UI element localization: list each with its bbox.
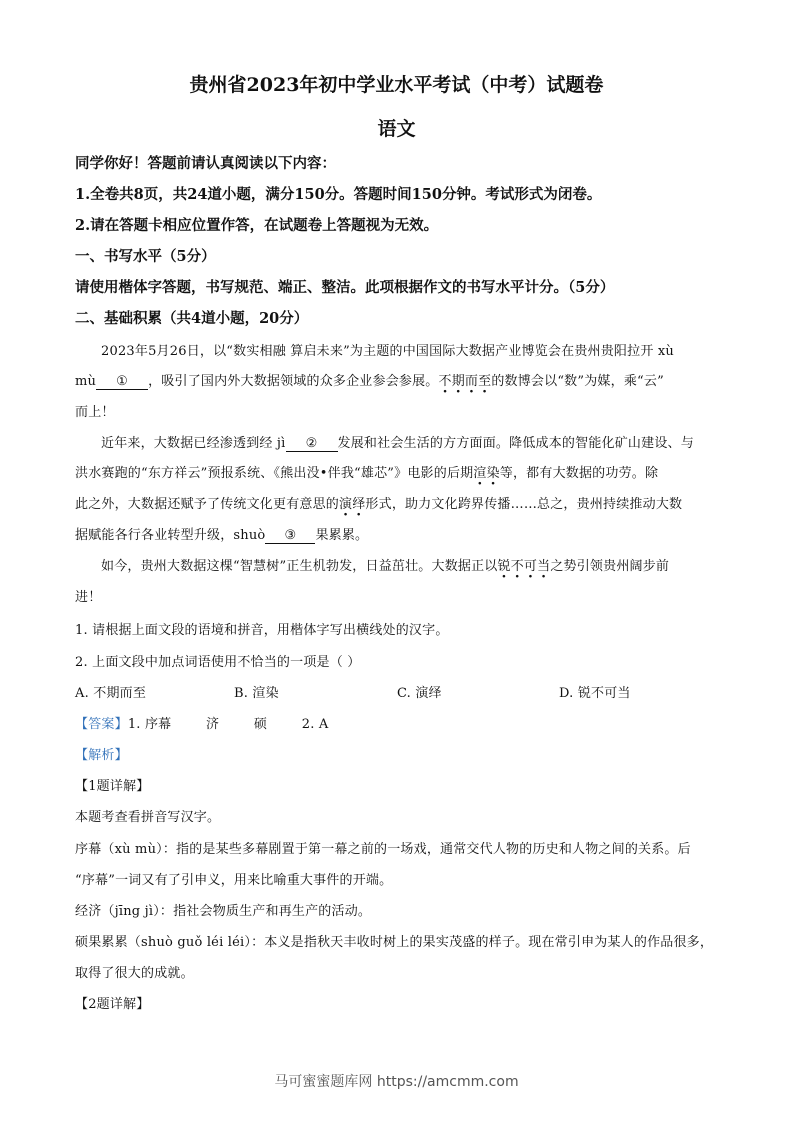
blank-3: ③ [265, 528, 315, 544]
passage-p1-line1: 2023年5月26日，以“数实相融 算启未来”为主题的中国国际大数据产业博览会在贵州贵阳拉开 xù [101, 344, 674, 359]
passage-p2-line3 [75, 493, 682, 512]
passage-text: 发展和社会生活的方方面面。降低成本的智能化矿山建设、与 [337, 436, 694, 451]
dotted-word-yanyi: 演绎 [339, 497, 366, 512]
question-2: 2. 上面文段中加点词语使用不恰当的一项是（ ） [75, 655, 361, 670]
passage-text: 之势引领贵州阔步前 [550, 559, 670, 574]
analysis-label: 【解析】 [75, 748, 128, 763]
analysis-line-4: 经济（jīng jì）：指社会物质生产和再生产的活动。 [75, 904, 372, 919]
passage-p2-line4 [75, 524, 368, 544]
passage-text: ，吸引了国内外大数据领域的众多企业参会参展。 [148, 374, 439, 389]
option-b: B. 渲染 [234, 686, 279, 701]
question-1: 1. 请根据上面文段的语境和拼音，用楷体字写出横线处的汉字。 [75, 623, 449, 638]
passage-text: 等，都有大数据的功劳。除 [499, 466, 659, 481]
analysis-line-2: 序幕（xù mù）：指的是某些多幕剧置于第一幕之前的一场戏，通常交代人物的历史和人物之间的关系。后 [75, 842, 691, 857]
subject-title: 语文 [377, 118, 416, 140]
passage-text: 洪水赛跑的“东方祥云”预报系统、《熊出没•伴我“雄芯”》电影的后期 [75, 466, 474, 481]
passage-p2-line2 [75, 462, 658, 481]
option-a: A. 不期而至 [75, 686, 147, 701]
passage-text: 近年来，大数据已经渗透到经 jì [101, 436, 286, 451]
dotted-word-ruibukedang: 锐不可当 [497, 559, 551, 574]
blank-2: ② [286, 436, 338, 452]
passage-p1-line2 [75, 370, 664, 390]
page-title: 贵州省2023年初中学业水平考试（中考）试题卷 [189, 74, 604, 96]
passage-text: 果累累。 [315, 528, 369, 543]
notice-greeting: 同学你好！答题前请认真阅读以下内容： [75, 155, 336, 172]
passage-p3-line1 [101, 555, 669, 574]
passage-text: 形式，助力文化跨界传播……总之，贵州持续推动大数 [365, 497, 683, 512]
section1-text: 请使用楷体字答题，书写规范、端正、整洁。此项根据作文的书写水平计分。（5分） [75, 279, 615, 296]
passage-text: 如今，贵州大数据这棵“智慧树”正生机勃发，日益茁壮。大数据正以 [101, 559, 498, 574]
dotted-word-buqierzhi: 不期而至 [438, 374, 492, 389]
notice-item-2: 2.请在答题卡相应位置作答，在试题卷上答题视为无效。 [75, 217, 439, 234]
section2-heading: 二、基础积累（共4道小题，20分） [75, 310, 309, 327]
answer-line [75, 713, 328, 732]
detail-2-label: 【2题详解】 [75, 997, 150, 1012]
answer-text: 1. 序幕 济 硕 2. A [127, 717, 329, 732]
section1-heading: 一、书写水平（5分） [75, 248, 216, 265]
passage-p1-line3: 而上！ [75, 405, 115, 420]
footer-watermark: 马可蜜蜜题库网 https://amcmm.com [274, 1074, 519, 1090]
analysis-line-1: 本题考查看拼音写汉字。 [75, 810, 221, 825]
passage-p2-line1 [101, 432, 694, 452]
passage-p3-line2: 进！ [75, 590, 102, 605]
option-d: D. 锐不可当 [559, 686, 631, 701]
passage-text: 此之外，大数据还赋予了传统文化更有意思的 [75, 497, 340, 512]
dotted-word-xuanran: 渲染 [473, 466, 500, 481]
notice-item-1: 1.全卷共8页，共24道小题，满分150分。答题时间150分钟。考试形式为闭卷。 [75, 186, 602, 203]
answer-label: 【答案】 [75, 717, 128, 732]
blank-1: ① [96, 374, 148, 390]
analysis-line-5: 硕果累累（shuò guǒ léi léi）：本义是指秋天丰收时树上的果实茂盛的样子。现在常引申为某人的作品很多， [75, 935, 714, 950]
detail-1-label: 【1题详解】 [75, 779, 150, 794]
analysis-line-3: “序幕”一词又有了引申义，用来比喻重大事件的开端。 [75, 873, 393, 888]
pinyin-xumu-end: mù [75, 374, 97, 389]
passage-text: 的数博会以“数”为媒，乘“云” [491, 374, 664, 389]
option-c: C. 演绎 [397, 686, 442, 701]
passage-text: 据赋能各行各业转型升级，shuò [75, 528, 266, 543]
analysis-line-6: 取得了很大的成就。 [75, 966, 194, 981]
